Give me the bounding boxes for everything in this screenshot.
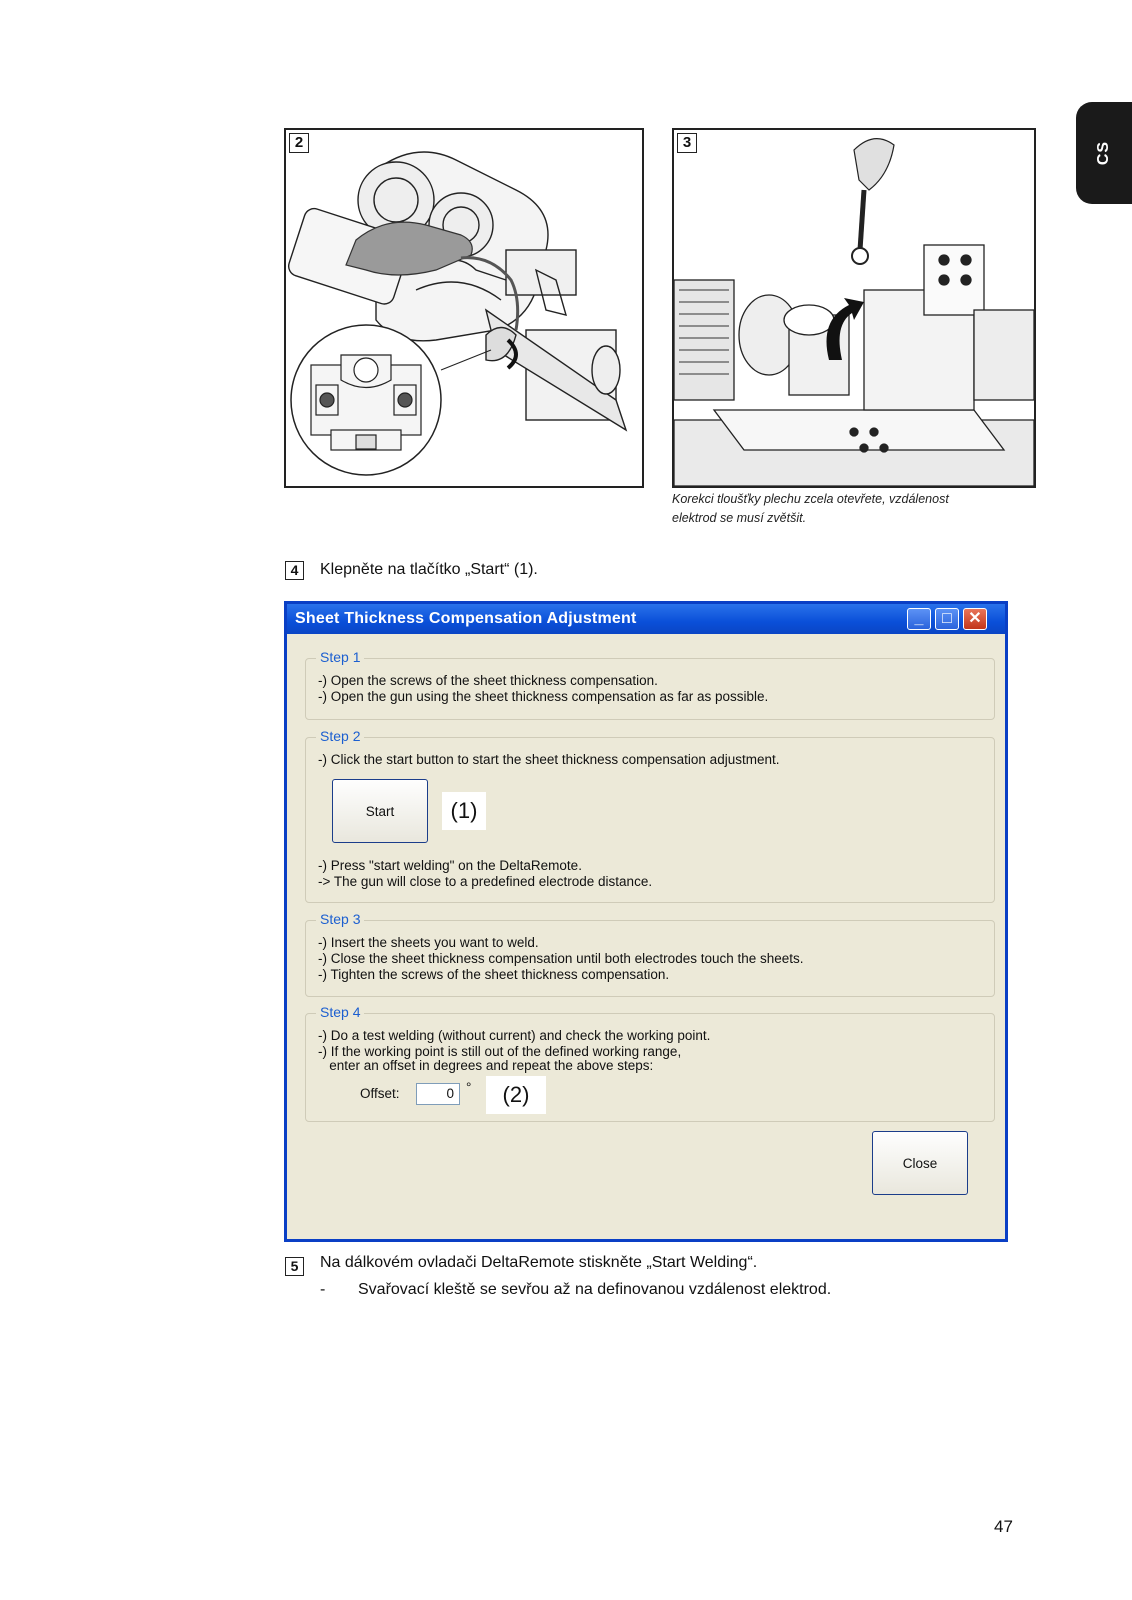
language-tab-label: CS bbox=[1095, 140, 1112, 166]
figure-number: 3 bbox=[677, 133, 697, 153]
step-4-group bbox=[305, 1004, 995, 1122]
maximize-icon: □ bbox=[942, 610, 952, 627]
figure-3-illustration bbox=[674, 130, 1034, 486]
minimize-button[interactable] bbox=[907, 608, 931, 630]
offset-label: Offset: bbox=[360, 1086, 400, 1101]
maximize-button[interactable] bbox=[935, 608, 959, 630]
step-3-line-3: -) Tighten the screws of the sheet thickness compensation. bbox=[318, 967, 670, 982]
figure-number: 2 bbox=[289, 133, 309, 153]
step-3-line-1: -) Insert the sheets you want to weld. bbox=[318, 935, 539, 950]
language-tab bbox=[1076, 102, 1132, 204]
caption-line-1: Korekci tloušťky plechu zcela otevřete, vzdálenost bbox=[672, 492, 949, 506]
step-4-label: Step 4 bbox=[316, 1004, 364, 1020]
step-5-bullet: Svařovací kleště se sevřou až na definovanou vzdálenost elektrod. bbox=[358, 1281, 832, 1298]
step-3-group bbox=[305, 911, 995, 997]
callout-2: (2) bbox=[486, 1076, 546, 1114]
dialog-title: Sheet Thickness Compensation Adjustment bbox=[295, 610, 637, 627]
step-4-text: Klepněte na tlačítko „Start“ (1). bbox=[320, 561, 538, 578]
step-2-label: Step 2 bbox=[316, 728, 364, 744]
step-number-4: 4 bbox=[285, 561, 304, 580]
start-button[interactable]: Start bbox=[332, 779, 428, 843]
caption-line-2: elektrod se musí zvětšit. bbox=[672, 511, 807, 525]
step-1-group bbox=[305, 649, 995, 720]
step-3-label: Step 3 bbox=[316, 911, 364, 927]
figure-2-illustration bbox=[286, 130, 642, 486]
page-number: 47 bbox=[994, 1517, 1013, 1536]
step-4-line-2: -) If the working point is still out of the defined working range, bbox=[318, 1044, 682, 1059]
step-5-text: Na dálkovém ovladači DeltaRemote stiskněte „Start Welding“. bbox=[320, 1254, 758, 1271]
figure-3 bbox=[672, 128, 1036, 488]
step-2-line-3: -> The gun will close to a predefined electrode distance. bbox=[318, 874, 653, 889]
step-1-line-2: -) Open the gun using the sheet thickness compensation as far as possible. bbox=[318, 689, 769, 704]
sheet-thickness-dialog bbox=[284, 601, 1008, 1242]
step-4-line-3: enter an offset in degrees and repeat the above steps: bbox=[318, 1058, 654, 1073]
close-icon: ✕ bbox=[968, 610, 982, 627]
step-2-group bbox=[305, 728, 995, 903]
figure-2 bbox=[284, 128, 644, 488]
step-2-line-1: -) Click the start button to start the sheet thickness compensation adjustment. bbox=[318, 752, 780, 767]
dialog-titlebar[interactable] bbox=[287, 604, 1005, 634]
offset-unit: ° bbox=[466, 1080, 472, 1095]
figure-caption bbox=[672, 490, 1032, 528]
step-4-line-1: -) Do a test welding (without current) and check the working point. bbox=[318, 1028, 711, 1043]
step-1-label: Step 1 bbox=[316, 649, 364, 665]
step-1-line-1: -) Open the screws of the sheet thickness compensation. bbox=[318, 673, 658, 688]
close-window-button[interactable] bbox=[963, 608, 987, 630]
callout-1: (1) bbox=[442, 792, 486, 830]
close-button[interactable]: Close bbox=[872, 1131, 968, 1195]
step-2-line-2: -) Press "start welding" on the DeltaRemote. bbox=[318, 858, 582, 873]
offset-input[interactable]: 0 bbox=[416, 1083, 460, 1105]
step-3-line-2: -) Close the sheet thickness compensation until both electrodes touch the sheets. bbox=[318, 951, 804, 966]
step-5-bullet-dash: - bbox=[320, 1281, 326, 1298]
minimize-icon: _ bbox=[914, 610, 924, 627]
step-number-5: 5 bbox=[285, 1257, 304, 1276]
